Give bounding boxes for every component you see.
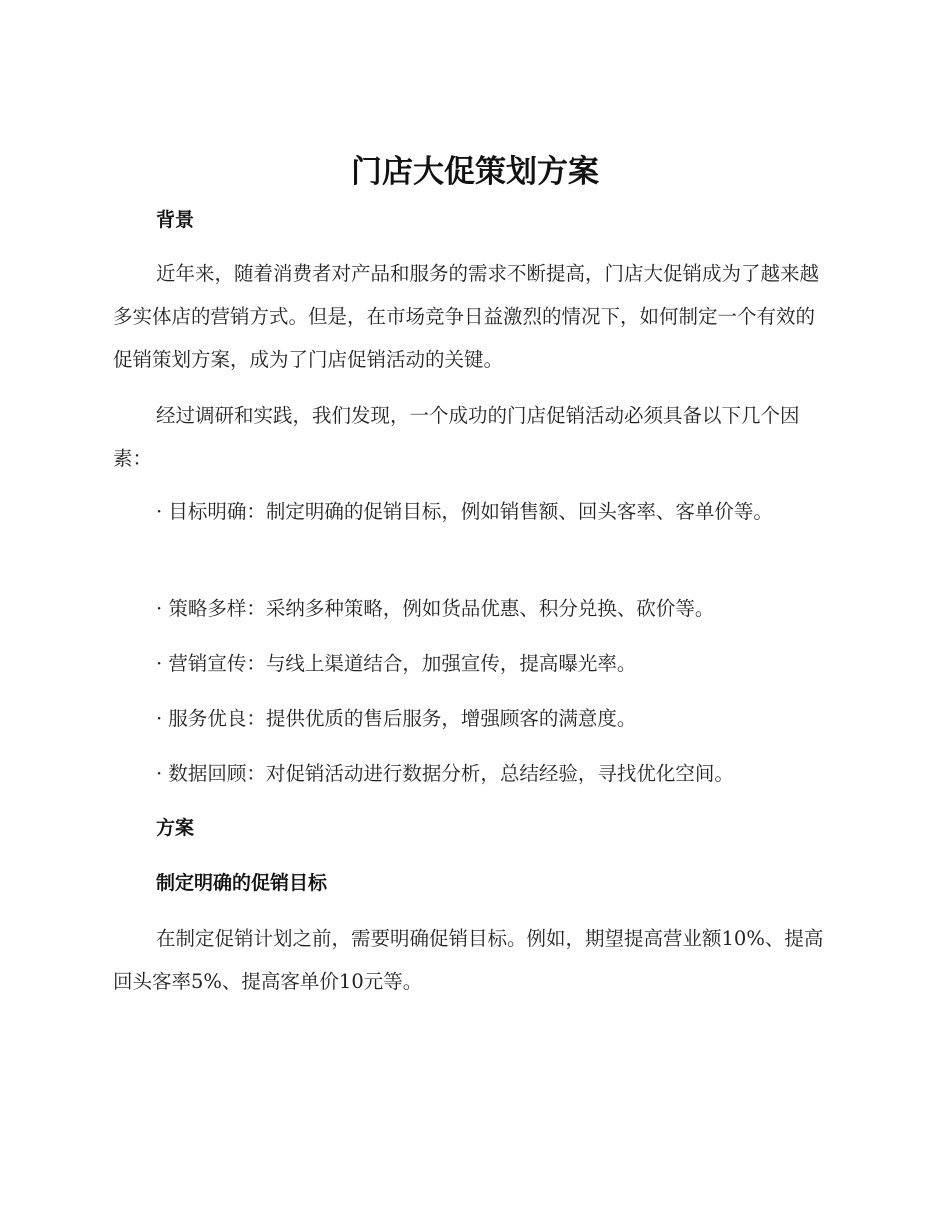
section-heading-background: 背景 — [156, 209, 195, 231]
section-heading-plan: 方案 — [156, 817, 195, 839]
bullet-goal-clear: · 目标明确：制定明确的促销目标，例如销售额、回头客率、客单价等。 — [156, 500, 773, 523]
bullet-service: · 服务优良：提供优质的售后服务，增强顾客的满意度。 — [156, 707, 637, 730]
section-heading-goal: 制定明确的促销目标 — [156, 872, 328, 894]
bullet-marketing: · 营销宣传：与线上渠道结合，加强宣传，提高曝光率。 — [156, 652, 637, 675]
bullet-strategy-diverse: · 策略多样：采纳多种策略，例如货品优惠、积分兑换、砍价等。 — [156, 597, 715, 620]
paragraph-intro: 近年来，随着消费者对产品和服务的需求不断提高，门店大促销成为了越来越多实体店的营销方式。但是，在市场竞争日益激烈的情况下，如何制定一个有效的促销策划方案，成为了门店促销活动的关键。 — [113, 262, 820, 371]
bullet-data-review: · 数据回顾：对促销活动进行数据分析，总结经验，寻找优化空间。 — [156, 762, 734, 785]
paragraph-findings: 经过调研和实践，我们发现，一个成功的门店促销活动必须具备以下几个因素： — [113, 404, 800, 470]
paragraph-goal-text: 在制定促销计划之前，需要明确促销目标。例如，期望提高营业额10%、提高回头客率5%、提高客单价10元等。 — [113, 927, 824, 993]
document-title: 门店大促策划方案 — [351, 154, 599, 190]
